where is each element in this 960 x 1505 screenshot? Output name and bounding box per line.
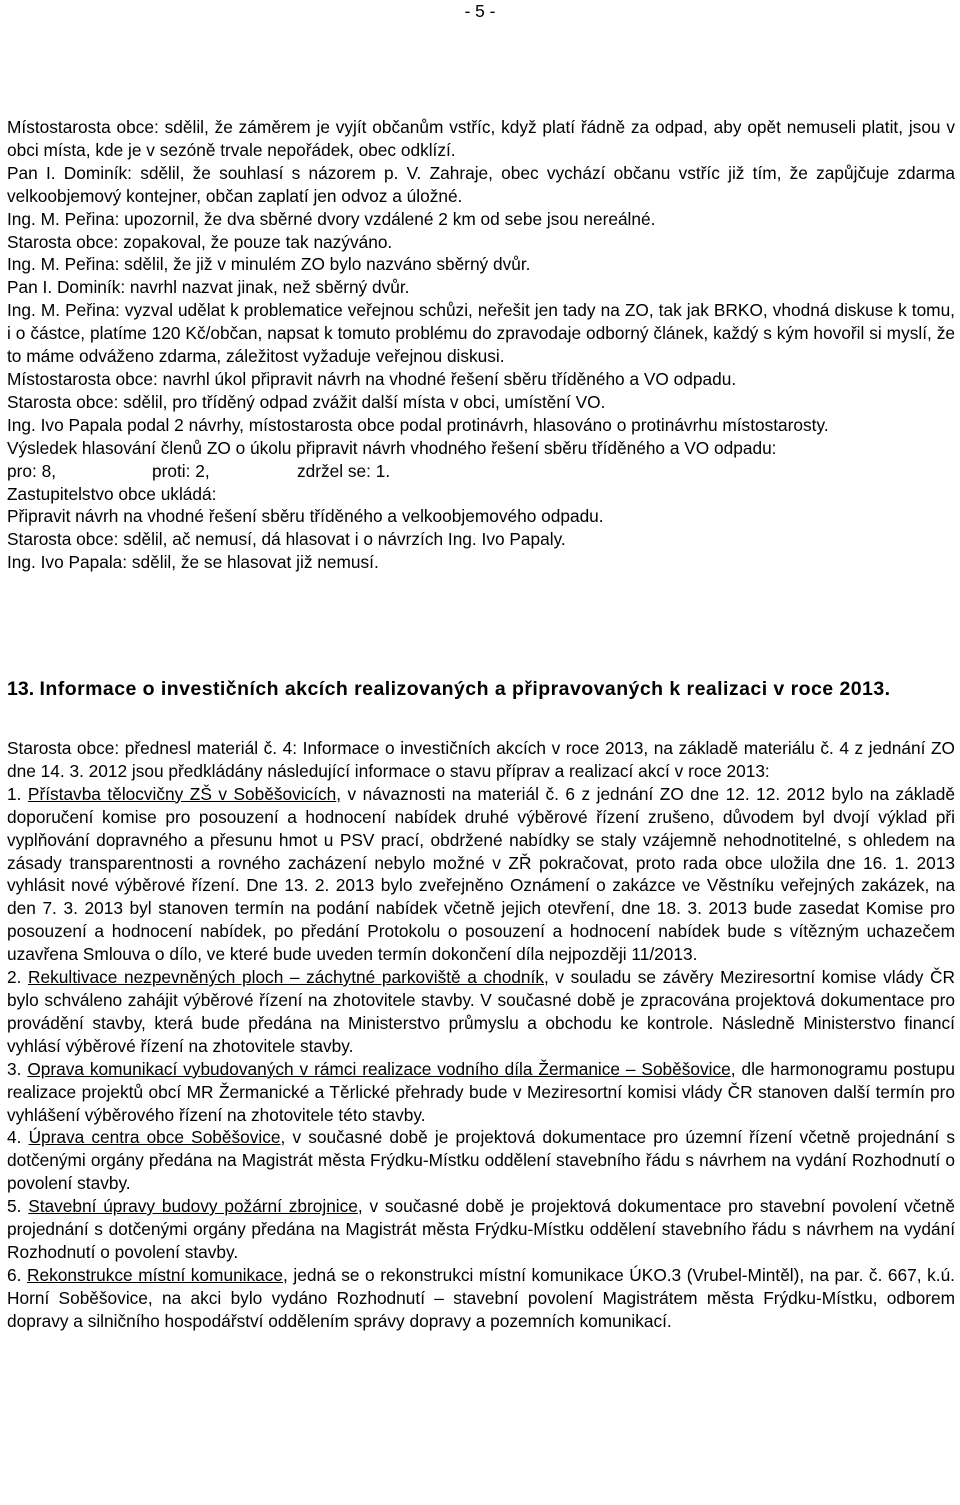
list-item	[7, 1195, 955, 1264]
item-text: , v souladu se závěry Meziresortní komise vlády ČR bylo schváleno zahájit výběrové řízení na zhotovitele stavby. V současné době je zpracována projektová dokumentace pro provádění stavby, která bude předána na Ministerstvo průmyslu a obchodu ke kontrole. Následně Ministerstvo financí vyhlásí výběrové řízení na zhotovitele stavby.	[7, 967, 955, 1056]
section-number: 13.	[7, 678, 35, 700]
item-title: Rekultivace nezpevněných ploch – záchytné parkoviště a chodník	[28, 967, 544, 988]
item-text: , v návaznosti na materiál č. 6 z jednání ZO dne 12. 12. 2012 bylo na základě doporučení komise pro posouzení a hodnocení nabídek druhé výběrové řízení zrušeno, důvodem byl dvojí výklad při vyplňování dopravného a přesunu hmot u PSV prací, obdržené nabídky se staly vzájemně nehodnotitelné, s ohledem na zásady transparentnosti a rovného zacházení nebylo možné v ZŘ pokračovat, proto rada obce uložila dne 16. 1. 2013 vyhlásit nové výběrové řízení. Dne 13. 2. 2013 bylo zveřejněno Oznámení o zakázce ve Věstníku veřejných zakázek, na den 7. 3. 2013 byl stanoven termín na podání nabídek včetně jejich otevření, dne 18. 3. 2013 bude zasedat Komise pro posouzení a hodnocení nabídek, po předání Protokolu o posouzení a hodnocení nabídek bude s vítězným uchazečem uzavřena Smlouva o dílo, ve které bude uveden termín dokončení díla nejpozději 11/2013.	[7, 783, 956, 965]
council-discussion	[7, 116, 955, 574]
vote-result	[7, 460, 955, 483]
resolution-text: Připravit návrh na vhodné řešení sběru tříděného a velkoobjemového odpadu.	[7, 506, 604, 527]
paragraph: Ing. Ivo Papala: sdělil, že se hlasovat již nemusí.	[7, 552, 379, 573]
item-number: 6.	[7, 1264, 22, 1285]
item-number: 4.	[7, 1127, 22, 1148]
item-title: Stavební úpravy budovy požární zbrojnice	[28, 1196, 358, 1217]
list-item	[7, 966, 955, 1058]
item-text: , dle harmonogramu postupu realizace projektů obcí MR Žermanické a Těrlické přehrady bude v Meziresortní komisi vlády ČR stanoven další termín pro vyhlášení výběrového řízení na zhotovitele této stavby.	[7, 1058, 955, 1125]
investment-section	[7, 737, 955, 1333]
item-number: 3.	[7, 1058, 22, 1079]
paragraph: Ing. Ivo Papala podal 2 návrhy, místostarosta obce podal protinávrh, hlasováno o protinávrhu místostarosty.	[7, 414, 829, 435]
vote-against: proti: 2,	[152, 460, 210, 481]
item-text: , jedná se o rekonstrukci místní komunikace ÚKO.3 (Vrubel-Mintěl), na par. č. 667, k.ú. Horní Soběšovice, na akci bylo vydáno Rozhodnutí – stavební povolení Magistrátem města Frýdku-Místku, odborem dopravy a silničního hospodářství oddělením správy dopravy a pozemních komunikací.	[7, 1264, 955, 1331]
item-number: 1.	[7, 783, 22, 804]
item-title: Oprava komunikací vybudovaných v rámci realizace vodního díla Žermanice – Soběšovice	[27, 1058, 731, 1079]
paragraph: Místostarosta obce: navrhl úkol připravit návrh na vhodné řešení sběru tříděného a VO odpadu.	[7, 368, 737, 389]
item-title: Úprava centra obce Soběšovice	[28, 1127, 281, 1148]
section-intro: Starosta obce: přednesl materiál č. 4: Informace o investičních akcích v roce 2013, na základě materiálu č. 4 z jednání ZO dne 14. 3. 2012 jsou předkládány následující informace o stavu příprav a realizací akcí v roce 2013:	[7, 738, 955, 781]
list-item	[7, 783, 955, 966]
list-item	[7, 1058, 955, 1127]
item-title: Rekonstrukce místní komunikace	[26, 1264, 284, 1285]
item-text: , v současné době je projektová dokumentace pro stavební povolení včetně projednání s dotčenými orgány předána na Magistrát města Frýdku-Místku oddělení stavebního řádu s návrhem na vydání Rozhodnutí o povolení stavby.	[7, 1196, 955, 1262]
section-title: Informace o investičních akcích realizovaných a připravovaných k realizaci v roce 2013.	[39, 678, 891, 700]
vote-for: pro: 8,	[7, 460, 56, 481]
page-number: - 5 -	[464, 1, 496, 21]
item-number: 2.	[7, 967, 22, 988]
paragraph: Ing. M. Peřina: upozornil, že dva sběrné dvory vzdálené 2 km od sebe jsou nereálné.	[7, 208, 656, 229]
list-item	[7, 1264, 955, 1333]
paragraph: Starosta obce: sdělil, ač nemusí, dá hlasovat i o návrzích Ing. Ivo Papaly.	[7, 529, 566, 550]
paragraph: Ing. M. Peřina: vyzval udělat k problematice veřejnou schůzi, neřešit jen tady na ZO, tak jak BRKO, vhodná diskuse k tomu, i o částce, platíme 120 Kč/občan, napsat k tomuto problému do zpravodaje odborný článek, každý s kým hovořil si myslí, že to máme odváženo zdarma, záležitost vyžaduje veřejnou diskusi.	[7, 300, 955, 367]
paragraph: Starosta obce: zopakoval, že pouze tak nazýváno.	[7, 231, 393, 252]
paragraph: Místostarosta obce: sdělil, že záměrem je vyjít občanům vstříc, když platí řádně za odpad, aby opět nemuseli platit, jsou v obci místa, kde je v sezóně trvale nepořádek, obec odklízí.	[7, 117, 955, 160]
vote-abstain: zdržel se: 1.	[297, 460, 391, 481]
paragraph: Starosta obce: sdělil, pro tříděný odpad zvážit další místa v obci, umístění VO.	[7, 391, 606, 412]
paragraph: Ing. M. Peřina: sdělil, že již v minulém ZO bylo nazváno sběrný dvůr.	[7, 254, 531, 275]
list-item	[7, 1126, 955, 1195]
paragraph: Výsledek hlasování členů ZO o úkolu připravit návrh vhodného řešení sběru tříděného a VO odpadu:	[7, 437, 777, 458]
item-title: Přístavba tělocvičny ZŠ v Soběšovicích	[27, 783, 337, 804]
section-heading	[7, 675, 955, 705]
item-text: , v současné době je projektová dokumentace pro územní řízení včetně projednání s dotčenými orgány předána na Magistrát města Frýdku-Místku oddělení stavebního řádu s návrhem na vydání Rozhodnutí o povolení stavby.	[7, 1127, 955, 1194]
resolution-heading: Zastupitelstvo obce ukládá:	[7, 483, 217, 504]
paragraph: Pan I. Dominík: navrhl nazvat jinak, než sběrný dvůr.	[7, 277, 410, 298]
item-number: 5.	[7, 1196, 22, 1217]
paragraph: Pan I. Dominík: sdělil, že souhlasí s názorem p. V. Zahraje, obec vychází občanu vstříc již tím, že zapůjčuje zdarma velkoobjemový kontejner, občan zaplatí jen odvoz a úložné.	[7, 162, 955, 206]
